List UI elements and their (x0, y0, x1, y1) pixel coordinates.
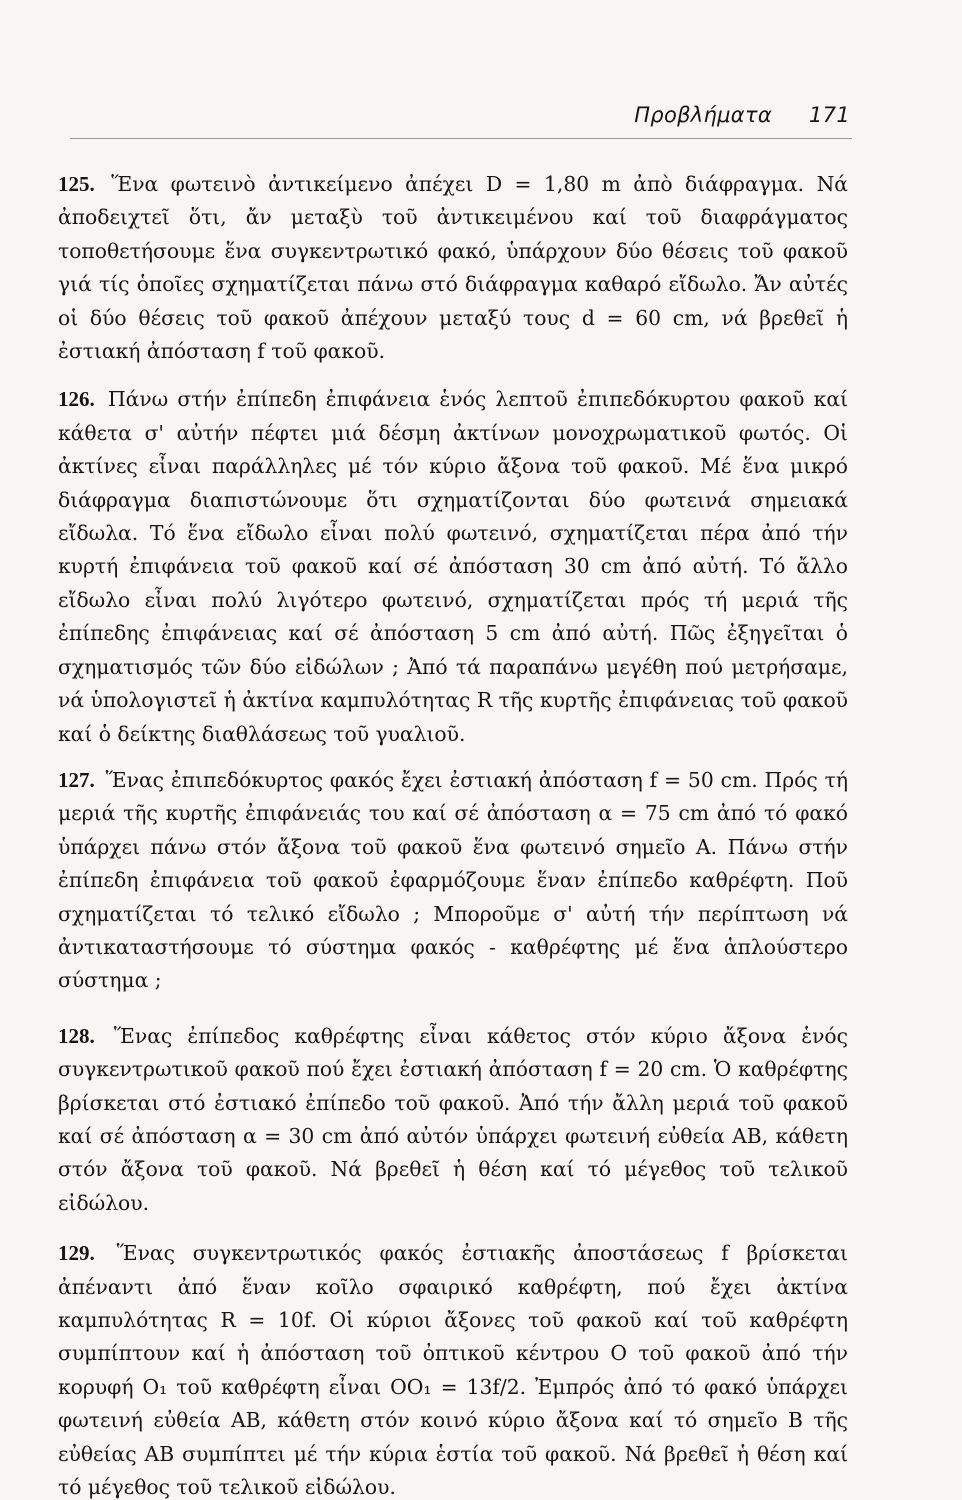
header-rule (70, 138, 852, 139)
running-header (600, 103, 850, 135)
problem-number: 126. (58, 387, 95, 412)
problems-list (58, 168, 848, 1500)
problem-127 (58, 764, 848, 998)
problem-text: Ἕνας ἐπιπεδόκυρτος φακός ἔχει ἐστιακή ἀπόσταση f = 50 cm. Πρός τή μεριά τῆς κυρτῆς ἐπιφάνειάς του καί σέ ἀπόσταση α = 75 cm ἀπό τό φακό ὑπάρχει πάνω στόν ἄξονα τοῦ φακοῦ ἕνα φωτεινό σημεῖο Α. Πάνω στήν ἐπίπεδη ἐπιφάνεια τοῦ φακοῦ ἐφαρμόζουμε ἕναν ἐπίπεδο καθρέφτη. Ποῦ σχηματίζεται τό τελικό εἴδωλο ; Μποροῦμε σ' αὐτή τήν περίπτωση νά ἀντικαταστήσουμε τό σύστημα φακός - καθρέφτης μέ ἕνα ἁπλούστερο σύστημα ; (58, 767, 848, 993)
problem-128 (58, 1020, 848, 1220)
problem-text: Ἕνα φωτεινὸ ἀντικείμενο ἀπέχει D = 1,80 m ἀπὸ διάφραγμα. Νά ἀποδειχτεῖ ὅτι, ἄν μεταξὺ τοῦ ἀντικειμένου καί τοῦ διαφράγματος τοποθετήσουμε ἕνα συγκεντρωτικό φακό, ὑπάρχουν δύο θέσεις τοῦ φακοῦ γιά τίς ὁποῖες σχηματίζεται πάνω στό διάφραγμα καθαρό εἴδωλο. Ἄν αὐτές οἱ δύο θέσεις τοῦ φακοῦ ἀπέχουν μεταξύ τους d = 60 cm, νά βρεθεῖ ἡ ἐστιακή ἀπόσταση f τοῦ φακοῦ. (58, 172, 849, 364)
problem-text: Ἕνας ἐπίπεδος καθρέφτης εἶναι κάθετος στόν κύριο ἄξονα ἑνός συγκεντρωτικοῦ φακοῦ πού ἔχει ἐστιακή ἀπόσταση f = 20 cm. Ὁ καθρέφτης βρίσκεται στό ἐστιακό ἐπίπεδο τοῦ φακοῦ. Ἀπό τήν ἄλλη μεριά τοῦ φακοῦ καί σέ ἀπόσταση α = 30 cm ἀπό αὐτόν ὑπάρχει φωτεινή εὐθεία ΑΒ, κάθετη στόν ἄξονα τοῦ φακοῦ. Νά βρεθεῖ ἡ θέση καί τό μέγεθος τοῦ τελικοῦ εἰδώλου. (58, 1023, 848, 1215)
problem-125 (58, 168, 848, 368)
problem-126 (58, 383, 848, 750)
problem-number: 129. (58, 1241, 95, 1266)
problem-text: Ἕνας συγκεντρωτικός φακός ἐστιακῆς ἀποστάσεως f βρίσκεται ἀπέναντι ἀπό ἕναν κοῖλο σφαιρικό καθρέφτη, πού ἔχει ἀκτίνα καμπυλότητας R = 10f. Οἱ κύριοι ἄξονες τοῦ φακοῦ καί τοῦ καθρέφτη συμπίπτουν καί ἡ ἀπόσταση τοῦ ὀπτικοῦ κέντρου Ο τοῦ φακοῦ ἀπό τήν κορυφή Ο₁ τοῦ καθρέφτη εἶναι ΟΟ₁ = 13f/2. Ἐμπρός ἀπό τό φακό ὑπάρχει φωτεινή εὐθεία ΑΒ, κάθετη στόν κοινό κύριο ἄξονα καί τό σημεῖο Β τῆς εὐθείας ΑΒ συμπίπτει μέ τήν κύρια ἑστία τοῦ φακοῦ. Νά βρεθεῖ ἡ θέση καί τό μέγεθος τοῦ τελικοῦ εἰδώλου. (58, 1241, 849, 1500)
page-number: 171 (809, 103, 850, 127)
problem-number: 128. (58, 1023, 95, 1048)
problem-text: Πάνω στήν ἐπίπεδη ἐπιφάνεια ἑνός λεπτοῦ ἐπιπεδόκυρτου φακοῦ καί κάθετα σ' αὐτήν πέφτει μιά δέσμη ἀκτίνων μονοχρωματικοῦ φωτός. Οἱ ἀκτίνες εἶναι παράλληλες μέ τόν κύριο ἄξονα τοῦ φακοῦ. Μέ ἕνα μικρό διάφραγμα διαπιστώνουμε ὅτι σχηματίζονται δύο φωτεινά σημειακά εἴδωλα. Τό ἕνα εἴδωλο εἶναι πολύ φωτεινό, σχηματίζεται πέρα ἀπό τήν κυρτή ἐπιφάνεια τοῦ φακοῦ καί σέ ἀπόσταση 30 cm ἀπό αὐτή. Τό ἄλλο εἴδωλο εἶναι πολύ λιγότερο φωτεινό, σχηματίζεται πρός τή μεριά τῆς ἐπίπεδης ἐπιφάνειας καί σέ ἀπόσταση 5 cm ἀπό αὐτή. Πῶς ἐξηγεῖται ὁ σχηματισμός τῶν δύο εἰδώλων ; Ἀπό τά παραπάνω μεγέθη πού μετρήσαμε, νά ὑπολογιστεῖ ἡ ἀκτίνα καμπυλότητας R τῆς κυρτῆς ἐπιφάνειας τοῦ φακοῦ καί ὁ δείκτης διαθλάσεως τοῦ γυαλιοῦ. (58, 387, 848, 746)
section-title: Προβλήματα (634, 103, 773, 127)
problem-number: 127. (58, 767, 95, 792)
problem-129 (58, 1237, 848, 1500)
problem-number: 125. (58, 172, 95, 196)
